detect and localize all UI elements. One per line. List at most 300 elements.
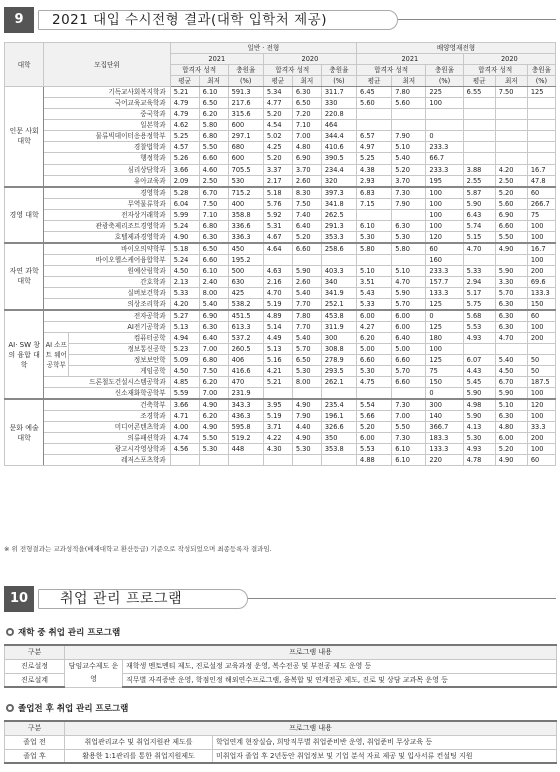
value-cell: 5.30 bbox=[199, 444, 228, 455]
table-row bbox=[5, 332, 556, 343]
value-cell bbox=[357, 388, 392, 400]
value-cell: 600 bbox=[228, 120, 263, 131]
value-cell: 6.50 bbox=[292, 355, 321, 366]
value-cell: 6.70 bbox=[199, 187, 228, 199]
value-cell: 6.30 bbox=[495, 411, 527, 422]
table-row bbox=[5, 343, 556, 354]
value-cell: 5.30 bbox=[292, 366, 321, 377]
value-cell: 343.3 bbox=[228, 399, 263, 411]
value-cell bbox=[495, 131, 527, 142]
col-special: 배양영재전형 bbox=[357, 43, 556, 54]
value-cell: 5.30 bbox=[392, 231, 426, 243]
value-cell: 200 bbox=[527, 265, 555, 276]
value-cell: 5.25 bbox=[357, 153, 392, 164]
section10-header bbox=[4, 586, 556, 612]
value-cell: 75 bbox=[527, 209, 555, 220]
value-cell: 4.74 bbox=[170, 433, 199, 444]
value-cell: 4.70 bbox=[463, 243, 495, 255]
value-cell: 3.51 bbox=[357, 276, 392, 287]
value-cell: 311.9 bbox=[321, 321, 356, 332]
value-cell: 6.07 bbox=[463, 355, 495, 366]
dept-name: 정보보안학 bbox=[69, 355, 171, 366]
col-min: 최저 bbox=[495, 76, 527, 87]
value-cell: 5.20 bbox=[495, 187, 527, 199]
value-cell: 5.23 bbox=[170, 343, 199, 354]
value-cell: 2.50 bbox=[199, 175, 228, 187]
table-row bbox=[5, 355, 556, 366]
value-cell: 5.40 bbox=[199, 298, 228, 310]
value-cell: 125 bbox=[527, 87, 555, 98]
table-row bbox=[5, 175, 556, 187]
value-cell: 470 bbox=[228, 377, 263, 388]
value-cell: 195 bbox=[426, 175, 463, 187]
dept-name: 일본학과 bbox=[44, 120, 170, 131]
value-cell: 403.3 bbox=[321, 265, 356, 276]
value-cell: 200 bbox=[527, 433, 555, 444]
value-cell: 705.5 bbox=[228, 164, 263, 175]
value-cell: 60 bbox=[426, 243, 463, 255]
value-cell: 2.09 bbox=[170, 175, 199, 187]
value-cell bbox=[495, 153, 527, 164]
value-cell: 5.34 bbox=[263, 87, 292, 98]
value-cell: 6.80 bbox=[199, 355, 228, 366]
col-min: 최저 bbox=[292, 76, 321, 87]
value-cell: 100 bbox=[527, 411, 555, 422]
value-cell bbox=[357, 254, 392, 265]
value-cell: 4.64 bbox=[263, 243, 292, 255]
value-cell: 5.75 bbox=[463, 298, 495, 310]
value-cell: 4.49 bbox=[263, 332, 292, 343]
value-cell: 4.40 bbox=[292, 422, 321, 433]
value-cell: 4.70 bbox=[263, 287, 292, 298]
value-cell: 180 bbox=[426, 332, 463, 343]
value-cell: 4.90 bbox=[199, 422, 228, 433]
value-cell: 591.3 bbox=[228, 87, 263, 98]
value-cell: 5.50 bbox=[392, 422, 426, 433]
value-cell bbox=[170, 455, 199, 466]
col-comp-rate: 충원율 bbox=[321, 65, 356, 76]
school-name: AI 소프트 웨어 공학부 bbox=[44, 332, 69, 376]
col-min: 최저 bbox=[392, 76, 426, 87]
table-row bbox=[5, 298, 556, 310]
table-row bbox=[5, 153, 556, 164]
table-row bbox=[5, 220, 556, 231]
value-cell: 252.1 bbox=[321, 298, 356, 310]
value-cell: 66.7 bbox=[426, 153, 463, 164]
col-comp-rate: 충원율 bbox=[228, 65, 263, 76]
value-cell: 6.50 bbox=[199, 98, 228, 109]
dept-name: 건축학부 bbox=[44, 399, 170, 411]
value-cell: 6.10 bbox=[392, 455, 426, 466]
value-cell: 6.10 bbox=[357, 220, 392, 231]
value-cell: 6.90 bbox=[495, 209, 527, 220]
value-cell: 75 bbox=[426, 366, 463, 377]
value-cell: 5.10 bbox=[357, 265, 392, 276]
value-cell bbox=[463, 254, 495, 265]
value-cell: 3.30 bbox=[495, 276, 527, 287]
value-cell: 3.95 bbox=[263, 399, 292, 411]
table-row bbox=[5, 209, 556, 220]
value-cell: 5.30 bbox=[463, 433, 495, 444]
value-cell bbox=[292, 388, 321, 400]
value-cell: 2.16 bbox=[263, 276, 292, 287]
value-cell: 4.21 bbox=[263, 366, 292, 377]
value-cell: 133.3 bbox=[426, 444, 463, 455]
table-row bbox=[5, 366, 556, 377]
value-cell: 120 bbox=[426, 231, 463, 243]
value-cell: 4.13 bbox=[463, 422, 495, 433]
value-cell: 4.20 bbox=[170, 298, 199, 310]
table-row bbox=[5, 120, 556, 131]
dept-name: 바이오헬스케어융합학부 bbox=[44, 254, 170, 265]
college-name: 경영 대학 bbox=[5, 187, 44, 243]
value-cell: 5.66 bbox=[357, 411, 392, 422]
value-cell: 7.30 bbox=[392, 187, 426, 199]
value-cell: 7.70 bbox=[292, 298, 321, 310]
value-cell: 6.60 bbox=[292, 243, 321, 255]
value-cell: 4.50 bbox=[170, 265, 199, 276]
value-cell: 50 bbox=[527, 366, 555, 377]
section-number: 10 bbox=[4, 586, 34, 612]
col-dept: 모집단위 bbox=[44, 43, 170, 87]
value-cell: 5.18 bbox=[170, 243, 199, 255]
table-row bbox=[5, 455, 556, 466]
value-cell bbox=[321, 455, 356, 466]
value-cell bbox=[463, 109, 495, 120]
value-cell: 448 bbox=[228, 444, 263, 455]
value-cell: 4.98 bbox=[463, 399, 495, 411]
value-cell: 530 bbox=[228, 175, 263, 187]
row-desc: 직무별 자격증반 운영, 학점인정 해외연수프로그램, 융복합 및 연계전공 제도, 진로 및 상담 교과목 운영 등 bbox=[123, 673, 557, 687]
dept-name: 광고시각영상학과 bbox=[44, 444, 170, 455]
value-cell: 291.3 bbox=[321, 220, 356, 231]
value-cell: 0 bbox=[426, 131, 463, 142]
col-college: 대학 bbox=[5, 43, 44, 87]
value-cell: 5.70 bbox=[392, 298, 426, 310]
value-cell: 4.89 bbox=[263, 310, 292, 322]
value-cell: 258.6 bbox=[321, 243, 356, 255]
table-row bbox=[5, 98, 556, 109]
value-cell: 6.43 bbox=[463, 209, 495, 220]
value-cell: 5.74 bbox=[463, 220, 495, 231]
dept-name: 기독교사회복지학과 bbox=[44, 87, 170, 98]
value-cell: 326.6 bbox=[321, 422, 356, 433]
value-cell: 5.33 bbox=[170, 287, 199, 298]
value-cell: 5.33 bbox=[357, 298, 392, 310]
value-cell: 60 bbox=[527, 310, 555, 322]
value-cell bbox=[527, 109, 555, 120]
value-cell: 60 bbox=[527, 187, 555, 199]
value-cell: 16.7 bbox=[527, 243, 555, 255]
dept-name: 심리상담학과 bbox=[44, 164, 170, 175]
value-cell: 100 bbox=[527, 321, 555, 332]
value-cell: 5.59 bbox=[170, 388, 199, 400]
col-program: 프로그램 내용 bbox=[65, 721, 557, 735]
value-cell: 400 bbox=[228, 198, 263, 209]
value-cell: 133.3 bbox=[527, 287, 555, 298]
value-cell: 5.10 bbox=[392, 265, 426, 276]
value-cell: 7.90 bbox=[392, 131, 426, 142]
value-cell: 6.50 bbox=[199, 243, 228, 255]
value-cell: 6.60 bbox=[392, 355, 426, 366]
table-row bbox=[5, 377, 556, 388]
value-cell: 0 bbox=[426, 310, 463, 322]
value-cell: 6.00 bbox=[392, 321, 426, 332]
table-row bbox=[5, 243, 556, 255]
value-cell: 6.10 bbox=[199, 265, 228, 276]
value-cell: 5.60 bbox=[392, 98, 426, 109]
value-cell bbox=[463, 142, 495, 153]
circle-bullet-icon bbox=[6, 628, 14, 636]
value-cell: 5.21 bbox=[170, 87, 199, 98]
value-cell: 5.31 bbox=[263, 220, 292, 231]
dept-name: 의상조리학과 bbox=[44, 298, 170, 310]
col-category: 구분 bbox=[5, 721, 65, 735]
value-cell: 6.60 bbox=[357, 355, 392, 366]
value-cell: 6.90 bbox=[199, 310, 228, 322]
col-avg: 평균 bbox=[357, 76, 392, 87]
value-cell: 140 bbox=[426, 411, 463, 422]
value-cell: 4.30 bbox=[263, 444, 292, 455]
value-cell: 4.93 bbox=[463, 444, 495, 455]
value-cell: 353.3 bbox=[321, 231, 356, 243]
value-cell: 278.9 bbox=[321, 355, 356, 366]
value-cell: 157.7 bbox=[426, 276, 463, 287]
value-cell: 6.00 bbox=[357, 433, 392, 444]
value-cell: 6.50 bbox=[292, 98, 321, 109]
value-cell: 5.30 bbox=[292, 444, 321, 455]
value-cell bbox=[463, 131, 495, 142]
value-cell bbox=[199, 455, 228, 466]
value-cell: 6.20 bbox=[357, 332, 392, 343]
value-cell: 4.38 bbox=[357, 164, 392, 175]
dept-name: 컴퓨터공학 bbox=[69, 332, 171, 343]
value-cell: 4.60 bbox=[199, 164, 228, 175]
table-row bbox=[5, 399, 556, 411]
value-cell: 6.04 bbox=[170, 198, 199, 209]
dept-name: 행정학과 bbox=[44, 153, 170, 164]
value-cell: 397.3 bbox=[321, 187, 356, 199]
value-cell: 100 bbox=[426, 220, 463, 231]
table-row bbox=[5, 87, 556, 98]
value-cell: 5.70 bbox=[392, 366, 426, 377]
dept-name: 의류패션학과 bbox=[44, 433, 170, 444]
value-cell bbox=[463, 153, 495, 164]
value-cell: 6.20 bbox=[199, 411, 228, 422]
row-mid: 취업관리교수 및 취업지원관 제도를 bbox=[65, 735, 213, 749]
dept-name: 전자상거래학과 bbox=[44, 209, 170, 220]
value-cell: 235.4 bbox=[321, 399, 356, 411]
dept-name: 레저스포츠학과 bbox=[44, 455, 170, 466]
value-cell: 5.02 bbox=[263, 131, 292, 142]
value-cell bbox=[357, 120, 392, 131]
dept-name: 호텔제과경영학과 bbox=[44, 231, 170, 243]
value-cell: 320 bbox=[321, 175, 356, 187]
value-cell: 341.9 bbox=[321, 287, 356, 298]
value-cell: 196.1 bbox=[321, 411, 356, 422]
value-cell: 5.20 bbox=[495, 444, 527, 455]
dept-name: 경찰법학과 bbox=[44, 142, 170, 153]
dept-name: 관광축제리조트경영학과 bbox=[44, 220, 170, 231]
value-cell: 5.20 bbox=[292, 231, 321, 243]
value-cell: 4.00 bbox=[170, 422, 199, 433]
value-cell: 4.71 bbox=[170, 411, 199, 422]
value-cell: 436.3 bbox=[228, 411, 263, 422]
value-cell: 450 bbox=[228, 243, 263, 255]
value-cell: 5.90 bbox=[392, 287, 426, 298]
value-cell: 5.90 bbox=[463, 198, 495, 209]
value-cell: 358.8 bbox=[228, 209, 263, 220]
admission-results-table bbox=[4, 42, 556, 466]
value-cell: 5.50 bbox=[495, 231, 527, 243]
value-cell: 5.43 bbox=[357, 287, 392, 298]
value-cell: 2.55 bbox=[463, 175, 495, 187]
table-row bbox=[5, 321, 556, 332]
value-cell: 2.17 bbox=[263, 175, 292, 187]
value-cell bbox=[228, 455, 263, 466]
dept-name: 조경학과 bbox=[44, 411, 170, 422]
value-cell: 4.56 bbox=[170, 444, 199, 455]
table-row bbox=[5, 109, 556, 120]
row-label: 진로설계 bbox=[5, 673, 65, 687]
value-cell: 217.6 bbox=[228, 98, 263, 109]
value-cell: 6.80 bbox=[199, 131, 228, 142]
col-year: 2021 bbox=[357, 54, 464, 65]
value-cell: 2.13 bbox=[170, 276, 199, 287]
value-cell: 225 bbox=[426, 87, 463, 98]
value-cell: 262.5 bbox=[321, 209, 356, 220]
college-name: 자연 과학 대학 bbox=[5, 243, 44, 310]
value-cell: 7.40 bbox=[292, 209, 321, 220]
value-cell: 6.90 bbox=[292, 153, 321, 164]
value-cell: 7.20 bbox=[292, 109, 321, 120]
value-cell: 16.7 bbox=[527, 164, 555, 175]
value-cell: 5.20 bbox=[263, 109, 292, 120]
value-cell: 150 bbox=[527, 298, 555, 310]
value-cell: 233.3 bbox=[426, 142, 463, 153]
value-cell: 5.14 bbox=[263, 321, 292, 332]
dept-name: 바이오의약학부 bbox=[44, 243, 170, 255]
value-cell: 350 bbox=[321, 433, 356, 444]
dept-name: 신소재화학공학부 bbox=[44, 388, 170, 400]
value-cell: 5.20 bbox=[392, 164, 426, 175]
col-pct: (%) bbox=[527, 76, 555, 87]
value-cell: 7.70 bbox=[292, 321, 321, 332]
value-cell: 5.80 bbox=[357, 243, 392, 255]
value-cell bbox=[321, 388, 356, 400]
col-pass-score: 합격자 성적 bbox=[357, 65, 426, 76]
section-title: 취업 관리 프로그램 bbox=[60, 591, 183, 607]
value-cell: 266.7 bbox=[527, 198, 555, 209]
value-cell: 5.19 bbox=[263, 298, 292, 310]
value-cell: 5.28 bbox=[170, 187, 199, 199]
value-cell: 7.10 bbox=[292, 120, 321, 131]
section-rule bbox=[248, 598, 556, 599]
value-cell: 5.90 bbox=[495, 388, 527, 400]
value-cell: 100 bbox=[426, 209, 463, 220]
table-row bbox=[5, 444, 556, 455]
value-cell: 406 bbox=[228, 355, 263, 366]
value-cell: 6.57 bbox=[357, 131, 392, 142]
value-cell bbox=[495, 142, 527, 153]
value-cell: 595.8 bbox=[228, 422, 263, 433]
value-cell: 2.50 bbox=[495, 175, 527, 187]
col-avg: 평균 bbox=[263, 76, 292, 87]
value-cell: 5.80 bbox=[392, 243, 426, 255]
value-cell: 6.30 bbox=[199, 321, 228, 332]
value-cell: 7.50 bbox=[495, 87, 527, 98]
value-cell: 5.20 bbox=[357, 422, 392, 433]
value-cell: 5.00 bbox=[392, 343, 426, 354]
table-row bbox=[5, 276, 556, 287]
value-cell: 6.00 bbox=[495, 433, 527, 444]
table-row bbox=[5, 254, 556, 265]
value-cell: 4.50 bbox=[170, 366, 199, 377]
value-cell: 100 bbox=[426, 98, 463, 109]
value-cell: 4.50 bbox=[495, 366, 527, 377]
dept-name: 간호학과 bbox=[44, 276, 170, 287]
value-cell: 5.13 bbox=[170, 321, 199, 332]
table-row bbox=[5, 164, 556, 175]
value-cell: 6.30 bbox=[199, 231, 228, 243]
value-cell: 7.15 bbox=[357, 198, 392, 209]
value-cell bbox=[495, 120, 527, 131]
value-cell: 5.24 bbox=[170, 254, 199, 265]
value-cell bbox=[292, 455, 321, 466]
row-label: 졸업 전 bbox=[5, 735, 65, 749]
value-cell: 8.00 bbox=[199, 287, 228, 298]
value-cell: 5.70 bbox=[292, 343, 321, 354]
value-cell: 2.60 bbox=[292, 175, 321, 187]
value-cell: 6.55 bbox=[463, 87, 495, 98]
value-cell: 6.00 bbox=[392, 310, 426, 322]
dept-name: 국어교육교육학과 bbox=[44, 98, 170, 109]
value-cell: 6.30 bbox=[392, 220, 426, 231]
value-cell: 125 bbox=[426, 355, 463, 366]
value-cell bbox=[527, 142, 555, 153]
value-cell: 233.3 bbox=[426, 265, 463, 276]
value-cell: 6.30 bbox=[292, 87, 321, 98]
value-cell: 5.45 bbox=[463, 377, 495, 388]
value-cell: 2.93 bbox=[357, 175, 392, 187]
value-cell: 5.26 bbox=[170, 153, 199, 164]
value-cell: 5.30 bbox=[357, 366, 392, 377]
value-cell: 519.2 bbox=[228, 433, 263, 444]
row-desc: 학업연계 현장실습, 희망직무별 취업준비반 운영, 취업준비 무상교육 등 bbox=[213, 735, 557, 749]
value-cell bbox=[527, 131, 555, 142]
section-rule bbox=[398, 19, 556, 20]
col-comp-rate: 충원율 bbox=[527, 65, 555, 76]
value-cell bbox=[292, 254, 321, 265]
value-cell: 5.40 bbox=[292, 332, 321, 343]
value-cell: 4.77 bbox=[263, 98, 292, 109]
value-cell bbox=[392, 109, 426, 120]
value-cell: 4.90 bbox=[170, 231, 199, 243]
value-cell: 4.62 bbox=[170, 120, 199, 131]
value-cell: 150 bbox=[426, 377, 463, 388]
value-cell: 5.24 bbox=[170, 220, 199, 231]
value-cell: 4.63 bbox=[263, 265, 292, 276]
value-cell: 7.00 bbox=[292, 131, 321, 142]
value-cell: 6.30 bbox=[495, 298, 527, 310]
table-row bbox=[5, 265, 556, 276]
value-cell: 4.78 bbox=[463, 455, 495, 466]
value-cell: 7.00 bbox=[392, 411, 426, 422]
value-cell bbox=[392, 120, 426, 131]
value-cell: 4.94 bbox=[170, 332, 199, 343]
value-cell: 2.60 bbox=[292, 276, 321, 287]
value-cell bbox=[495, 254, 527, 265]
